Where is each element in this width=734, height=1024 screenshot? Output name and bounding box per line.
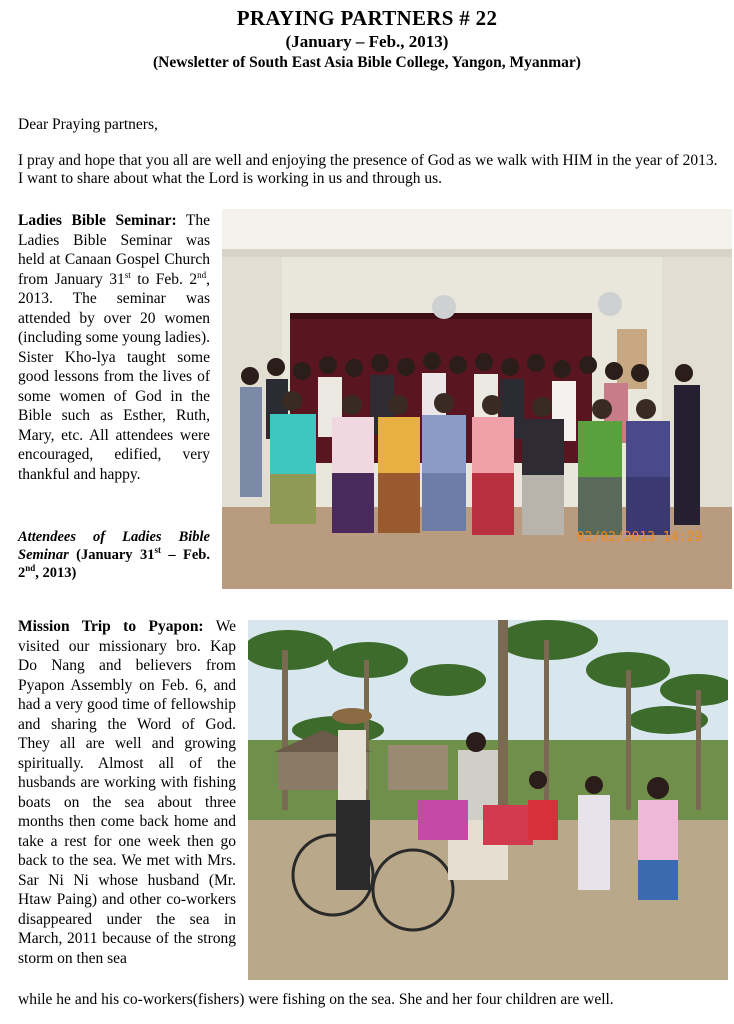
mission-trip-section xyxy=(18,617,236,968)
ladies-sup-b: nd xyxy=(197,269,207,280)
caption-text-b: – Feb. 2 xyxy=(18,547,210,581)
newsletter-subtitle: (Newsletter of South East Asia Bible College, Yangon, Myanmar) xyxy=(153,54,581,71)
ladies-seminar-section xyxy=(18,211,210,484)
ladies-seminar-heading: Ladies Bible Seminar: xyxy=(18,212,177,229)
newsletter-dates: (January – Feb., 2013) xyxy=(285,32,449,51)
caption-text-a: (January 31 xyxy=(68,547,155,563)
ladies-text-a: The Ladies Bible Seminar was held at Canaan Gospel Church from January 31 xyxy=(18,212,210,288)
newsletter-title: PRAYING PARTNERS # 22 xyxy=(236,6,498,30)
caption-italic: Attendees of Ladies Bible Seminar xyxy=(18,529,210,563)
ladies-sup-a: st xyxy=(124,269,131,280)
photo-caption xyxy=(18,528,210,582)
caption-text-c: , 2013) xyxy=(35,565,77,581)
caption-sup-a: st xyxy=(154,545,161,556)
mission-text: We visited our missionary bro. Kap Do Nang and believers from Pyapon Assembly on Feb. 6, and had a very good time of fellowship and sharing the Word of God. They all are well and growing spiritually. Almost all of the husbands are working with fishing boats on the sea about three months then come back home and take a rest for one week then go back to the sea. We met with Mrs. Sar Ni Ni whose husband (Mr. Htaw Paing) and other co-workers disappeared under the sea in March, 2011 because of the strong storm on then sea xyxy=(18,618,236,967)
mission-trip-photo xyxy=(248,620,728,980)
greeting: Dear Praying partners, xyxy=(18,116,158,133)
intro-paragraph: I pray and hope that you all are well and enjoying the presence of God as we walk with HIM in the year of 2013. I want to share about what the Lord is working in us and through us. xyxy=(18,152,718,187)
photo-timestamp: 02/02/2013 14:29 xyxy=(576,530,702,545)
mission-heading: Mission Trip to Pyapon: xyxy=(18,618,204,635)
ladies-text-b: to Feb. 2 xyxy=(130,270,198,288)
ladies-text-c: , 2013. The seminar was attended by over 20 women (including some young ladies). Sister Kho-lya taught some good lessons from the lives of some women of God in the Bible such as Esther, Ruth, Mary, etc. All attendees were encouraged, edified, very thankful and happy. xyxy=(18,270,210,483)
seminar-group-photo xyxy=(222,209,732,589)
caption-sup-b: nd xyxy=(25,563,36,574)
mission-last-line: while he and his co-workers(fishers) were fishing on the sea. She and her four children are well. xyxy=(18,991,614,1008)
